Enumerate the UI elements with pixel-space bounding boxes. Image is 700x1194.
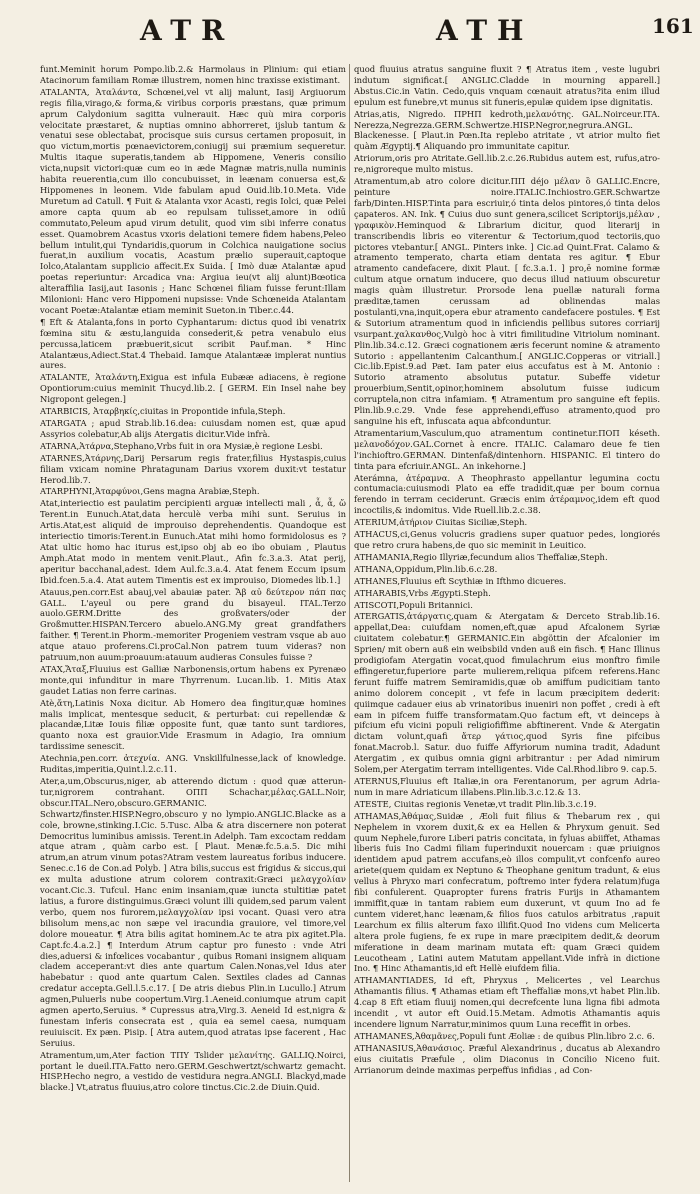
dictionary-entry: ATHANA,Oppidum,Plin.lib.6.c.28. [354,563,498,574]
dictionary-entry: ATHACUS,ci,Genus volucris gradiens super quatuor pedes, longiorés que retro crura habens,de quo sic meminit in Leuitico. [354,529,660,550]
dictionary-entry: ATHAMANTIADES, Id eft, Phryxus , Melicertes , vel Learchus Athamantis filius. ¶ Athamas etiam eft Theffaliæ mons,vt habet Plin.lib. 4.cap 8 Eft etiam fluuij nomen,qui decrefcente luna ligna fibi admota incendit , vt autor eft Ouid.15.Metam. Admotis Athamantis aquis incendere lignum Narratur,minimos quum Luna receffit in orbes. [354,975,660,1029]
dictionary-entry: Atrias,atis, Nigredo. ΠΡΗΠ kedroth,μελανότης. GAL.Noirceur.ITA. Nerezza,Negrezza.GERM.Schwertze.HISP.Negror,negrura.ANGL. Blackenesse. [ Plaut.in Pœn.Ita replebo atritate , vt atrior multo fiet quàm Ægyptij.¶ Aliquando pro immunitate capitur. [354,108,660,152]
dictionary-entry: ATHARABIS,Vrbs Ægypti.Steph. [354,587,491,598]
right-running-headword: ATH [436,14,534,47]
dictionary-entry: ATHAMANIA,Regio Illyriæ,fecundum alios Theffaliæ,Steph. [354,551,608,562]
dictionary-entry: ¶ Eft & Atalanta,fons in porto Cyphantarum: dictus quod ibi venatrix fœmina situ & æstu,languida consederit,& petra venabulo eius percussa,laticem præbuerit,sicut scribit Pauf.man. * Hinc Atalantæus,Adiect.Stat.4 Thebaid. Iamque Atalantææ implerat nuntius aures. [40,316,346,371]
dictionary-entry: ATHANASIUS,Ἀθανάσιος. Præful Alexandrinus , ducatus ab Alexandro eius ciuitatis Præfule , olim Diaconus in Concilio Niceno fuit. Arrianorum deinde maximas perpeffus infidias , ad Con- [354,1042,660,1075]
page-header [0,0,700,62]
dictionary-entry: Aterámna, ἀτέραμνα. A Theophrasto appellantur legumina coctu contumacia:cuiusmodi Plato ea effe tradidit,quæ per boum cornua ferendo in terram ceciderunt. Græcis enim ἀτέραμνος,idem eft quod incoctilis,& indomitus. Vide Ruell.lib.2.c.38. [354,472,660,516]
dictionary-entry: Atramentum,ab atro colore dicitur.ΠΠ déjo μέλαν ὃ GALLIC.Encre, peinture noire.ITALIC.Inchiostro.GER.Schwartze farb/Dinten.HISP.Tinta para escriuir,ó tinta delos pintores,ó tinta delos çapateros. AN. Ink. ¶ Cuius duo sunt genera,scilicet Scriptorijs,μέλαν , γραφικὸν.Heminquod & Librarium dicitur, quod literarij in transcribendis libris eo viterentur & Tectorium,quod tectoriis,quo pictores vtebantur.[ ANGL. Pinters inke. ] Cic.ad Quint.Frat. Calamo & atramento temperato, charta etiam dentata res agitur. ¶ Ebur atramento candefacere, dixit Plaut. [ fc.3.a.1. ] pro,ē nomine formæ cultum atque ornatum inducere, quo decus illud natiuum obscuretur magis quàm illustretur. Prorsode lena puellæ naturali forma præditæ,tamen cerussam ad oblinendas malas postulanti,vna,inquit,opera ebur atramento candefacere postules. ¶ Est & Sutorium atramentum quod in inficiendis pellibus sutores corriarij vsurpant.χαλκανθος,Vulgò hoc à vitri fimilitudine Vitriolum nominant. Plin.lib.34.c.12. Græci cognationem æris fecerunt nomine & atramento Sutorio : appellantenim Calcanthum.[ ANGLIC.Copperas or vitriall.] Cic.lib.Epist.9.ad Pæt. Iam pater eius accufatus est à M. Antonio : Sutorio atramento absolutus putatur. Subeffe videtur prouerbium,Sentit,opinor,hominem absolutum fuisse iudicum corruptela,non citra infamiam. ¶ Atramentum pro sanguine eft fepiis. Plin.lib.9.c.29. Vnde fese apprehendi,effuso atramento,quod pro sanguine his eft, infuscata aqua abfconduntur. [354,176,660,426]
dictionary-entry: ATALANTA, Ἀταλάντα, Schœnei,vel vt alij malunt, Iasij Argiuorum regis filia,virago,& forma,& viribus corporis præstans, quæ primum aprum Calydonium sagitta vulnerauit. Hæc quù mira corporis velocitate præstaret, & nuptias omnino abhorreret, ijslub tantum & venatui sese oblectabat, procisque suis cursus certamen proposuit, in quo victum,mortis pœnaevictorem,coniugij sui præmium sequeretur. Multis itaque superatis,tandem ab Hippomene, Veneris consilio victa,nupsit victori:quæ cum eo in æde Magnæ matris,nulla numinis habita reuerentia,cum illo concubuisset, in leænam conuersa est,& Hippomenes in leonem. Vide fabulam apud Ouid.lib.10.Meta. Vide Muretum ad Catull. ¶ Fuit & Atalanta vxor Acasti, regis Iolci, quæ Pelei amore capta quum ab eo repulsam tulisset,amore in odiū commutato,Peleum apud virum detulit, quod vim sibi inferre conatus esset. Quamobrem Acastus vxoris delationi temere fidem habens,Peleo bellum intulit,qui Tyndaridis,quorum in Colchica nauigatione socius fuerat,in auxilium vocatis, Acastum prælio superauit,captoque Iolco,Atalantam supplicio affecit.Ex Suida. [ Imò duæ Atalantæ apud poetas reperiuntur: Arcadica vna: Argiua ieu(vt alij alunt)Bœotica alteraffilia Iasij,aut Iasonis ; Hanc Schœnei filiam fuisse ferunt:Illam Milonioni: Hanc vero Hippomeni nupsisse: Vnde Schœneida Atalantam vocant Poetæ:Atalantæ etiam meminit Sueton.in Tiber.c.44. [40,86,346,315]
dictionary-entry: ATARPHYNI,Ἀταρφύνοι,Gens magna Arabiæ,Steph. [40,486,260,497]
dictionary-entry: ATAX,Ἄταξ,Fluuius est Galliæ Narbonensis,ortum habens ex Pyrenæo monte,qui infunditur in mare Thyrrenum. Lucan.lib. 1. Mitis Atax gaudet Latias non ferre carinas. [40,663,346,696]
column-divider [349,64,350,1182]
dictionary-entry: ATISCOTI,Populi Britannici. [354,599,473,610]
dictionary-entry: ATESTE, Ciuitas regionis Venetæ,vt tradit Plin.lib.3.c.19. [354,798,597,809]
dictionary-entry: Atriorum,oris pro Atritate.Gell.lib.2.c.26.Rubidus autem est, rufus,atro- re,nigroreque multo mistus. [354,153,660,175]
dictionary-entry: ATERNUS,Fluuius eft Italiæ,in ora Ferentanorum, per agrum Adria- num in mare Adriaticum illabens.Plin.lib.3.c.12.& 13. [354,776,660,797]
dictionary-entry: Atè,ἄτη,Latinis Noxa dicitur. Ab Homero dea fingitur,quæ homines malis implicat, mentesque seducit, & perturbat: cui repellendæ & placandæ,Litæ Iouis filiæ opposite funt, quæ tanto sunt tardiores, quanto noxa est grauior.Vide Erasmum in Adagio, Ira omnium tardissime senescit. [40,697,346,752]
dictionary-entry: Atechnia,pen.corr. ἀτεχνία. ANG. Vnskillfulnesse,lack of knowledge. Ruditas,imperitia,Quint.l.2.c.11. [40,753,346,775]
dictionary-entry: ATARNES,Ἀτάρνης,Darij Persarum regis frater,filius Hystaspis,cuius filiam vxicam nomine Phratagunam Darius vxorem duxit:vt testatur Herod.lib.7. [40,452,346,485]
dictionary-entry: funt.Meminit horum Pompo.lib.2.& Harmolaus in Plinium: qui etiam Atacinorum familiam Romæ illustrem, nomen hinc traxisse existimant. [40,64,346,85]
left-column [40,64,346,1186]
right-column [354,64,660,1186]
dictionary-entry: ATERIUM,ἀτήριον Ciuitas Siciliæ,Steph. [354,517,528,528]
dictionary-entry: ATHAMANES,Ἀθαμᾶνες,Populi funt Æoliæ : de quibus Plin.libro 2.c. 6. [354,1030,655,1041]
dictionary-entry: ATHAMAS,Ἀθάμας,Suidæ , Æoli fuit filius & Thebarum rex , qui Nephelem in vxorem duxit,& ex ea Hellen & Phryxum genuit. Sed quum Nephele,furore Liberi patris concitata, in fyluas abiiffet, Athamas liberis fuis Ino Cadmi filiam fuperinduxit nouercam : quæ priuignos identidem apud patrem accufans,eò illos compulit,vt confcenfo aureo ariete(quem quidam ex Neptuno & Theophane genitum tradunt, & eius vellus à Phryxo mari confecratum, poftremo inter fydera relatum)fuga fibi confulerent. Quapropter furens fratris Furijs in Athamantem immiffit,quæ in tantam rabiem eum duxerunt, vt quum Ino ad fe cuntem videret,hanc leænam,& filios fuos catulos arbitratus ,rapuit Learchum ex filiis alterum faxo illifit.Quod Ino videns cum Melicerta altera prole fugiens, fe ex rupe in mare præcipitem dedit,& deorum miferatione in deam marinam mutata eft: quam Græci quidem Leucotheam , Latini autem Matutam appellant.Vide infrà in dictione Ino. ¶ Hinc Athamantis,id eft Hellè eiufdem filia. [354,810,660,974]
dictionary-entry: Atauus,pen.corr.Est abauj,vel abauiæ pater. Ἄβ αὐ δεύτερον πάπ πας GALL. L'ayeul ou pere grand du bisayeul. ITAL.Terzo auolo.GERM.Dritte des großvaters/oder der Großmutter.HISPAN.Tercero abuelo.ANG.My great grandfathers faither. ¶ Terent.in Phorm.-memoriter Progeniem vestram vsque ab auo atque atauo proferens.Ci.proCal.Non patrem tuum videras? non patruum,non auum:proauum:atauum audieras Consules fuisse ? [40,586,346,663]
dictionary-entry: ATARNA,Ἀτάρνα,Stephano,Vrbs fuit in ora Mysiæ,è regione Lesbi. [40,440,323,451]
dictionary-entry: ATARBICIS, Ἀταρβηκίς,ciuitas in Propontide infula,Steph. [40,406,286,417]
dictionary-entry: ATARGATA ; apud Strab.lib.16.dea: cuiusdam nomen est, quæ apud Assyrios colebatur,Ab alijs Atergatis dicitur.Vide infrà. [40,418,346,439]
dictionary-entry: Atat,interiectio est paulatim percipienti arguæ intellecti mali , ἆ, ἆ, ὤ Terent.in Eunuch.Atat,data herculè verba mihi sunt. Seruius in Artis.Atat,est aliquid de improuiso deprehendentis. Quandoque est interiectio timoris:Terent.in Eunuch.Atat mihi homo formidolosus es ? Atat ultic homo hac iturus est,ipso obj ab eo ibo obuiam , Plautus Amph.Atat modo in mentem venit.Plaut., Afin fc.3.a.3. Atat perij, aperitur bacchanal,adest. Idem Aul.fc.3.a.4. Atat fenem Eccum ipsum Ibid.fcen.5.a.4. Atat autem Timentis est ex improuiso, Diomedes lib.1.] [40,498,346,585]
dictionary-entry: Atramentum,um,Ater faction ΤΠΥ Tslider μελανίτης. GALLIQ.Noirci, portant le dueil.ITA.Fatto nero.GERM.Geschwertzt/schwartz gemacht. HISP.Hecho negro, a vestido de vestidura negra.ANGLI. Blackyd,made blacke.] Vt,atratus fluuius,atro colore tinctus.Cic.2.de Diuin.Quid. [40,1049,346,1093]
dictionary-entry: Atramentarium,Vasculum,quo atramentum continetur.ΠΟΠ késeth. μελανοδόχον.GAL.Cornet à encre. ITALIC. Calamaro deue fe tien l'inchioftro.GERMAN. Dintenfaß/dintenhorn. HISPANIC. El tintero do tinta para efcriuir.ANGL. An inkehorne.] [354,427,660,471]
dictionary-entry: ATERGATIS,ἀτάργατις,quam & Atergatam & Derceto Strab.lib.16. appellat,Dea: cuiufdam nomen,eft,quæ apud Afcalonem Syriæ ciuitatem colebatur.¶ GERMANIC.Ein abgöttin der Afcalonier im Sprien/ mit obern auß ein weibsbild vnden auß ein fisch. ¶ Hanc Illinus prodigiofam Atergatin vocat,quod fimulachrum eius monftro fimile effingeretur,fuperiore parte mulierem,reliqua pifcem referens.Hanc ferunt fuiffe matrem Semiramidis,quæ ob amiffum pudicitiam tanto animo dolorem concepit , vt fefe in lacum præcipitem dederit: quiimque cadauer eius ab vrinatoribus inueniri non poffet , credi à eft eam in pifcem fuiffe transformatam.Quo factum eft, vt deinceps à pifcium efu vicini populi religiofiffime abftinerent. Vnde & Atergatin dictam volunt,quafi ἄτερ γάτιος,quod Syris fine pifcibus fonat.Macrob.l. Satur. duo fuiffe Affyriorum numina tradit, Adadunt Atergatim , ex quibus omnia gigni arbitrantur : per Adad nimirum Solem,per Atergatim terram intelligentes. Vide Cal.Rhod.libro 9. cap.5. [354,611,660,775]
dictionary-entry: ATALANTE, Ἀταλάντη,Exigua est infula Eubææ adiacens, è regione Opontiorum:cuius meminit Thucyd.lib.2. [ GERM. Ein Insel nahe bey Nigropont gelegen.] [40,372,346,405]
dictionary-entry: ATHANES,Fluuius eft Scythiæ in Ifthmo dicueres. [354,575,567,586]
left-running-headword: ATR [140,14,235,47]
dictionary-entry: Ater,a,um,Obscurus,niger, ab atterendo dictum : quod quæ atterun- tur,nigrorem contrahant. ΟΠΠ Schachar,μέλας.GALL.Noir, obscur.ITAL.Nero,obscuro.GERMANIC. Schwartz/finster.HISP.Negro,obscuro y no lympio.ANGLIC.Blacke as a cole, browne,stinking.I.Cic. 5.Tusc. Alba & atra discernere non poterat Democritus luminibus amissis. Terent.in Adelph. Tam excoctam reddam atque atram , quàm carbo est. [ Plaut. Menæ.fc.5.a.5. Dic mihi atrum,an atrum vinum potas?Atram vestem laureatus foribus inducere. Senec.c.16 de Con.ad Polyb. ] Atra bilis,succus est frigidus & siccus,qui ex multa adustione atrum colorem contraxit:Græci μελαγχολίαν vocant.Cic.3. Tufcul. Hanc enim insaniam,quæ iuncta stultitiæ patet latius, a furore distinguimus.Græci volunt illi quidem,sed parum valent verbo, quem nos furorem,μελαγχολίαν ipsi vocant. Quasi vero atra bilisolum mens,ac non sæpe vel iracundia grauiore, vel timore,vel dolore moueatur. ¶ Atra bilis agitat hominem.Ac te atra pix agitet.Pla. Capt.fc.4.a.2.] ¶ Interdum Atrum captur pro funesto : vnde Atri dies,aduersi & infœlices vocabantur , quibus Romani insignem aliquam cladem acceperant:vt dies ante quartum Calen.Nonas,vel Idus ater habebatur : quod ante quartum Calen. Sextiles clades ad Cannas credatur accepta.Gell.l.5.c.17. [ De atris diebus Plin.in Lucullo.] Atrum agmen,Puluerls nube coopertum.Virg.1.Aeneid.coniumque atrum capit agmen aperto,Seruius. * Cupressus atra,Virg.3. Aeneid Id est,nigra & funestam inferis consecrata est , quia ea semel caesa, numquam reuiuiscit. Ex pæn. Pisip. [ Atra autem,quod atratas ipse facerent , Hac Seruius. [40,776,346,1048]
page-number: 161 [652,14,694,38]
dictionary-entry: quod fluuius atratus sanguine fluxit ? ¶ Atratus item , veste lugubri indutum significat.[ ANGLIC.Cladde in mourning apparell.] Abstus.Cic.in Vatin. Cedo,quis vnquam cœnauit atratus?ita enim illud epulum est funebre,vt munus sit funeris,epulæ quidem ipse dignitatis. [354,64,660,107]
